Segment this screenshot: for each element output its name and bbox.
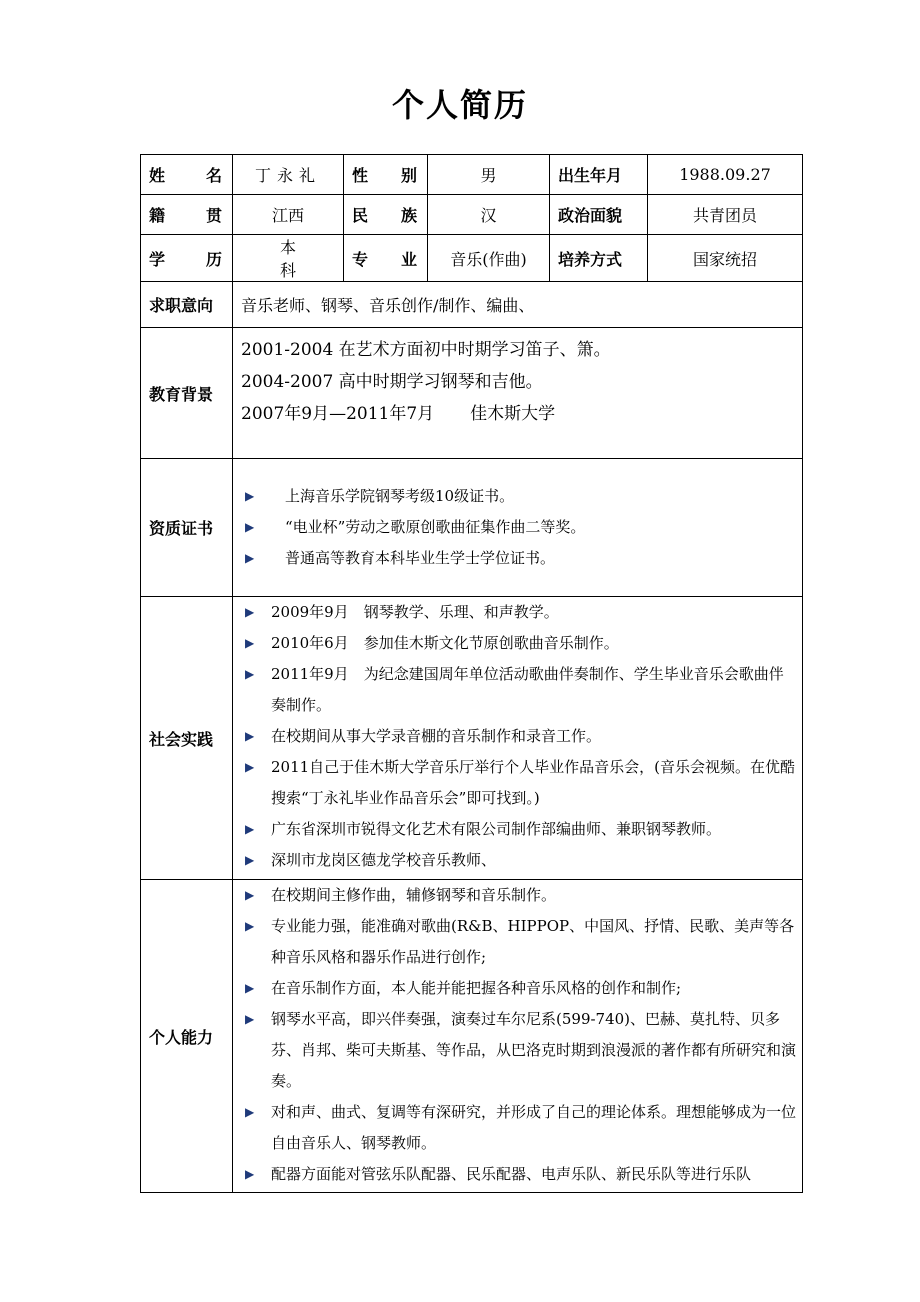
native-value: 江西 [233,195,344,235]
arrow-bullet-icon: ▶ [245,729,255,743]
table-row [141,282,803,328]
list-item-text: 普通高等教育本科毕业生学士学位证书。 [285,549,556,567]
edu-value: 本科 [233,235,344,282]
list-item [241,721,796,752]
training-label: 培养方式 [550,235,648,282]
arrow-bullet-icon: ▶ [245,605,255,619]
list-item-text: 钢琴水平高，即兴伴奏强，演奏过车尔尼系(599-740)、巴赫、莫扎特、贝多芬、肖邦、柴可夫斯基、等作品，从巴洛克时期到浪漫派的著作都有所研究和演奏。 [271,1010,797,1090]
edu-label: 学历 [141,235,233,282]
list-item-text: 2011年9月 为纪念建国周年单位活动歌曲伴奏制作、学生毕业音乐会歌曲伴奏制作。 [271,665,784,714]
arrow-bullet-icon: ▶ [245,888,255,902]
list-item-text: 2010年6月 参加佳木斯文化节原创歌曲音乐制作。 [271,634,619,652]
education-school: 佳木斯大学 [470,404,556,424]
list-item [241,512,796,543]
education-content [233,328,803,459]
list-item [241,752,796,814]
list-item [241,597,796,628]
birth-value: 1988.09.27 [648,155,803,195]
list-item-text: 上海音乐学院钢琴考级10级证书。 [285,487,515,505]
ability-list [241,880,796,1190]
list-item [241,880,796,911]
certificates-list [241,481,796,574]
page-title: 个人简历 [391,86,528,124]
arrow-bullet-icon: ▶ [245,489,255,503]
practice-list [241,597,796,876]
list-item-text: 配器方面能对管弦乐队配器、民乐配器、电声乐队、新民乐队等进行乐队 [271,1165,752,1183]
list-item-text: 专业能力强，能准确对歌曲(R&B、HIPPOP、中国风、抒情、民歌、美声等各种音乐风格和器乐作品进行创作; [271,917,795,966]
arrow-bullet-icon: ▶ [245,822,255,836]
table-row [141,195,803,235]
gender-label: 性别 [344,155,428,195]
ability-content [233,880,803,1193]
list-item-text: 广东省深圳市锐得文化艺术有限公司制作部编曲师、兼职钢琴教师。 [271,820,722,838]
list-item [241,845,796,876]
intent-label: 求职意向 [141,282,233,328]
education-label: 教育背景 [141,328,233,459]
arrow-bullet-icon: ▶ [245,1105,255,1119]
practice-content [233,597,803,880]
list-item-text: 在音乐制作方面，本人能并能把握各种音乐风格的创作和制作; [271,979,682,997]
list-item-text: “电业杯”劳动之歌原创歌曲征集作曲二等奖。 [285,518,586,536]
arrow-bullet-icon: ▶ [245,551,255,565]
list-item-text: 2009年9月 钢琴教学、乐理、和声教学。 [271,603,559,621]
ability-label: 个人能力 [141,880,233,1193]
list-item [241,973,796,1004]
table-row [141,459,803,597]
arrow-bullet-icon: ▶ [245,1012,255,1026]
list-item [241,628,796,659]
birth-label: 出生年月 [550,155,648,195]
list-item [241,659,796,721]
list-item-text: 在校期间主修作曲，辅修钢琴和音乐制作。 [271,886,557,904]
certificates-content [233,459,803,597]
practice-label: 社会实践 [141,597,233,880]
list-item [241,481,796,512]
list-item [241,911,796,973]
list-item [241,814,796,845]
education-period: 2007年9月—2011年7月 [241,404,435,424]
political-value: 共青团员 [648,195,803,235]
gender-value: 男 [428,155,550,195]
name-label: 姓名 [141,155,233,195]
list-item [241,1159,796,1190]
arrow-bullet-icon: ▶ [245,853,255,867]
table-row [141,328,803,459]
list-item-text: 深圳市龙岗区德龙学校音乐教师、 [271,851,497,869]
list-item-text: 2011自己于佳木斯大学音乐厅举行个人毕业作品音乐会，(音乐会视频。在优酷搜索“丁永礼毕业作品音乐会”即可找到。) [271,758,796,807]
ethnic-value: 汉 [428,195,550,235]
education-line: 2004-2007 高中时期学习钢琴和吉他。 [241,372,543,392]
intent-value: 音乐老师、钢琴、音乐创作/制作、编曲、 [233,282,803,328]
native-label: 籍贯 [141,195,233,235]
ethnic-label: 民族 [344,195,428,235]
political-label: 政治面貌 [550,195,648,235]
list-item [241,1004,796,1097]
education-line: 2001-2004 在艺术方面初中时期学习笛子、箫。 [241,340,611,360]
table-row [141,155,803,195]
education-line [241,398,796,430]
arrow-bullet-icon: ▶ [245,520,255,534]
name-value: 丁永礼 [233,155,344,195]
arrow-bullet-icon: ▶ [245,919,255,933]
arrow-bullet-icon: ▶ [245,760,255,774]
certificates-label: 资质证书 [141,459,233,597]
table-row [141,235,803,282]
training-value: 国家统招 [648,235,803,282]
major-label: 专业 [344,235,428,282]
list-item [241,1097,796,1159]
table-row [141,597,803,880]
arrow-bullet-icon: ▶ [245,667,255,681]
table-row [141,880,803,1193]
list-item-text: 在校期间从事大学录音棚的音乐制作和录音工作。 [271,727,602,745]
arrow-bullet-icon: ▶ [245,636,255,650]
major-value: 音乐(作曲) [428,235,550,282]
list-item-text: 对和声、曲式、复调等有深研究，并形成了自己的理论体系。理想能够成为一位自由音乐人、钢琴教师。 [271,1103,797,1152]
arrow-bullet-icon: ▶ [245,981,255,995]
arrow-bullet-icon: ▶ [245,1167,255,1181]
list-item [241,543,796,574]
resume-table [140,154,803,1193]
